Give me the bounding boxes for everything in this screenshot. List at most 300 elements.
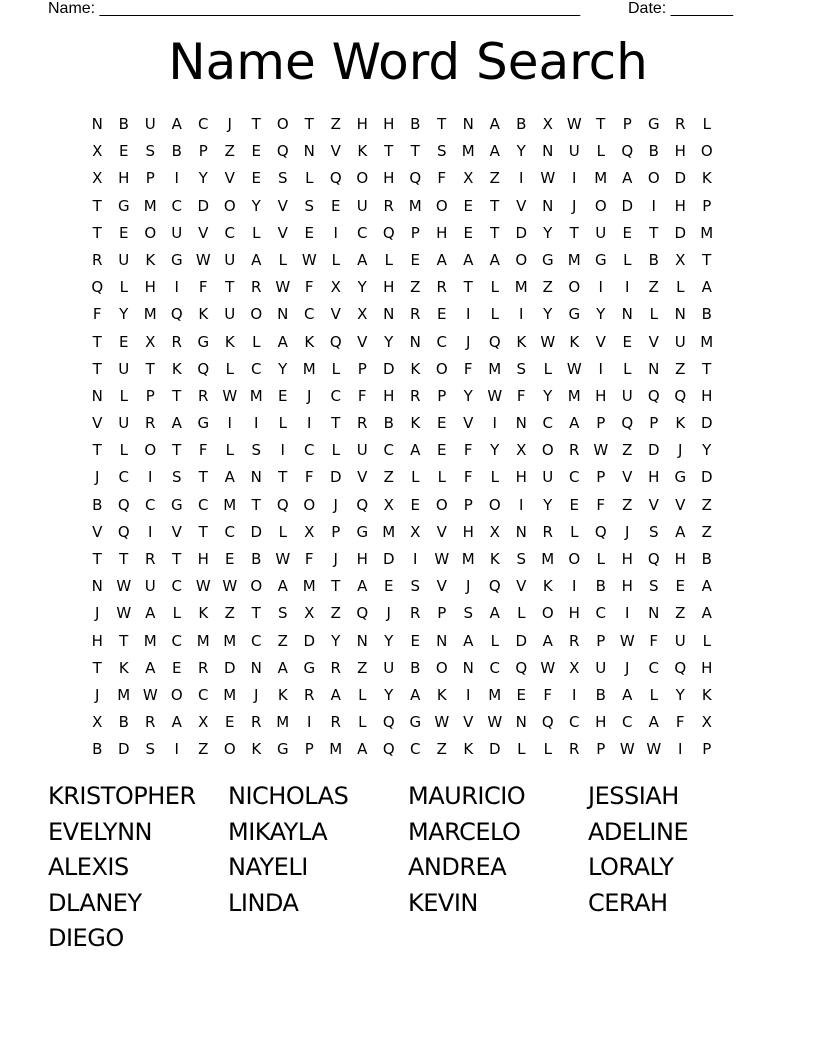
grid-letter[interactable]: M	[117, 685, 131, 704]
grid-letter[interactable]: E	[119, 332, 129, 351]
grid-letter[interactable]: L	[172, 604, 181, 623]
grid-letter[interactable]: M	[143, 631, 157, 650]
grid-letter[interactable]: Y	[543, 386, 553, 405]
grid-letter[interactable]: I	[148, 468, 153, 487]
grid-letter[interactable]: Y	[331, 631, 341, 650]
grid-letter[interactable]: I	[598, 278, 603, 297]
grid-letter[interactable]: K	[701, 685, 712, 704]
grid-letter[interactable]: U	[542, 468, 554, 487]
grid-letter[interactable]: R	[198, 386, 209, 405]
grid-letter[interactable]: H	[144, 278, 156, 297]
grid-letter[interactable]: M	[514, 278, 528, 297]
grid-letter[interactable]: A	[277, 577, 288, 596]
grid-letter[interactable]: N	[436, 631, 448, 650]
grid-letter[interactable]: M	[541, 550, 555, 568]
grid-letter[interactable]: T	[702, 250, 712, 269]
grid-letter[interactable]: O	[647, 169, 660, 188]
grid-letter[interactable]: D	[382, 550, 395, 568]
grid-letter[interactable]: E	[410, 631, 420, 650]
grid-letter[interactable]: P	[596, 631, 606, 650]
grid-letter[interactable]: L	[596, 142, 605, 161]
grid-letter[interactable]: L	[119, 386, 128, 405]
grid-letter[interactable]: N	[91, 577, 103, 596]
grid-letter[interactable]: L	[331, 359, 340, 378]
grid-letter[interactable]: M	[143, 305, 157, 324]
grid-letter[interactable]: W	[487, 386, 503, 405]
grid-letter[interactable]: R	[330, 658, 341, 677]
grid-letter[interactable]: M	[223, 685, 237, 704]
grid-letter[interactable]: I	[651, 196, 656, 215]
grid-letter[interactable]: X	[330, 278, 341, 297]
grid-letter[interactable]: D	[700, 414, 713, 433]
grid-letter[interactable]: P	[702, 740, 712, 759]
grid-letter[interactable]: N	[515, 713, 527, 732]
grid-letter[interactable]: I	[598, 359, 603, 378]
grid-letter[interactable]: E	[251, 169, 261, 188]
grid-letter[interactable]: P	[596, 740, 606, 759]
grid-letter[interactable]: Q	[329, 332, 342, 351]
grid-letter[interactable]: Z	[675, 359, 686, 378]
grid-letter[interactable]: A	[171, 713, 182, 732]
grid-letter[interactable]: Q	[117, 522, 130, 541]
grid-letter[interactable]: G	[117, 196, 130, 215]
grid-letter[interactable]: D	[329, 468, 342, 487]
grid-letter[interactable]: D	[647, 441, 660, 460]
grid-letter[interactable]: A	[357, 250, 368, 269]
grid-letter[interactable]: O	[568, 550, 581, 568]
grid-letter[interactable]: N	[621, 305, 633, 324]
grid-letter[interactable]: E	[304, 223, 314, 242]
grid-letter[interactable]: M	[276, 713, 290, 732]
grid-letter[interactable]: C	[542, 414, 553, 433]
grid-letter[interactable]: Q	[621, 414, 634, 433]
grid-letter[interactable]: G	[197, 332, 210, 351]
grid-letter[interactable]: A	[489, 115, 500, 133]
grid-letter[interactable]: R	[357, 414, 368, 433]
grid-letter[interactable]: G	[197, 414, 210, 433]
grid-letter[interactable]: O	[515, 250, 528, 269]
grid-letter[interactable]: B	[595, 685, 606, 704]
grid-letter[interactable]: I	[413, 550, 418, 568]
grid-letter[interactable]: Y	[251, 196, 261, 215]
grid-letter[interactable]: H	[595, 386, 607, 405]
grid-letter[interactable]: V	[463, 414, 474, 433]
grid-letter[interactable]: Q	[170, 305, 183, 324]
grid-letter[interactable]: Y	[198, 169, 208, 188]
grid-letter[interactable]: K	[463, 740, 474, 759]
grid-letter[interactable]: K	[489, 550, 500, 568]
grid-letter[interactable]: A	[463, 631, 474, 650]
grid-letter[interactable]: P	[596, 468, 606, 487]
grid-letter[interactable]: W	[566, 359, 582, 378]
grid-letter[interactable]: Z	[436, 740, 447, 759]
grid-letter[interactable]: R	[675, 115, 686, 133]
grid-letter[interactable]: I	[466, 305, 471, 324]
grid-letter[interactable]: X	[516, 441, 527, 460]
grid-letter[interactable]: O	[435, 359, 448, 378]
grid-letter[interactable]: X	[489, 522, 500, 541]
grid-letter[interactable]: B	[595, 577, 606, 596]
grid-letter[interactable]: X	[410, 522, 421, 541]
grid-letter[interactable]: Z	[622, 495, 633, 514]
grid-letter[interactable]: A	[675, 522, 686, 541]
grid-letter[interactable]: M	[382, 522, 396, 541]
grid-letter[interactable]: K	[569, 332, 580, 351]
grid-letter[interactable]: D	[488, 740, 501, 759]
grid-letter[interactable]: L	[490, 278, 499, 297]
grid-letter[interactable]: H	[621, 577, 633, 596]
grid-letter[interactable]: Y	[543, 223, 553, 242]
grid-letter[interactable]: U	[674, 332, 686, 351]
grid-letter[interactable]: T	[251, 495, 261, 514]
grid-letter[interactable]: E	[463, 223, 473, 242]
grid-letter[interactable]: J	[95, 604, 100, 623]
grid-letter[interactable]: Q	[117, 495, 130, 514]
grid-letter[interactable]: O	[250, 305, 263, 324]
grid-letter[interactable]: A	[145, 658, 156, 677]
grid-letter[interactable]: H	[648, 468, 660, 487]
grid-letter[interactable]: R	[198, 658, 209, 677]
grid-letter[interactable]: K	[304, 332, 315, 351]
grid-letter[interactable]: T	[596, 115, 606, 133]
grid-letter[interactable]: C	[251, 631, 262, 650]
grid-letter[interactable]: E	[331, 196, 341, 215]
grid-letter[interactable]: M	[700, 223, 714, 242]
grid-letter[interactable]: W	[487, 713, 503, 732]
grid-letter[interactable]: S	[516, 550, 527, 568]
grid-letter[interactable]: C	[304, 441, 315, 460]
grid-letter[interactable]: D	[382, 359, 395, 378]
grid-letter[interactable]: B	[118, 713, 129, 732]
grid-letter[interactable]: C	[145, 495, 156, 514]
grid-letter[interactable]: A	[224, 468, 235, 487]
grid-letter[interactable]: K	[118, 658, 129, 677]
grid-letter[interactable]: A	[410, 685, 421, 704]
grid-letter[interactable]: C	[224, 522, 235, 541]
grid-letter[interactable]: V	[357, 332, 368, 351]
grid-letter[interactable]: R	[436, 278, 447, 297]
grid-letter[interactable]: W	[566, 115, 582, 133]
grid-letter[interactable]: Q	[488, 577, 501, 596]
grid-letter[interactable]: C	[357, 223, 368, 242]
grid-letter[interactable]: P	[437, 386, 447, 405]
grid-letter[interactable]: S	[304, 196, 315, 215]
grid-letter[interactable]: Y	[543, 495, 553, 514]
grid-letter[interactable]: X	[198, 713, 209, 732]
grid-letter[interactable]: X	[701, 713, 712, 732]
grid-letter[interactable]: W	[222, 386, 238, 405]
grid-letter[interactable]: T	[569, 223, 579, 242]
grid-letter[interactable]: R	[569, 441, 580, 460]
grid-letter[interactable]: H	[197, 550, 209, 568]
grid-letter[interactable]: A	[622, 685, 633, 704]
grid-letter[interactable]: K	[171, 359, 182, 378]
grid-letter[interactable]: D	[515, 631, 528, 650]
grid-letter[interactable]: B	[118, 115, 129, 133]
grid-letter[interactable]: U	[356, 441, 368, 460]
grid-letter[interactable]: F	[304, 468, 314, 487]
grid-letter[interactable]: I	[254, 414, 259, 433]
grid-letter[interactable]: Q	[674, 386, 687, 405]
grid-letter[interactable]: C	[251, 359, 262, 378]
grid-letter[interactable]: T	[92, 196, 102, 215]
grid-letter[interactable]: Z	[410, 278, 421, 297]
grid-letter[interactable]: S	[145, 142, 156, 161]
grid-letter[interactable]: M	[249, 386, 263, 405]
grid-letter[interactable]: Z	[622, 441, 633, 460]
grid-letter[interactable]: J	[254, 685, 259, 704]
grid-letter[interactable]: L	[649, 305, 658, 324]
grid-letter[interactable]: E	[384, 577, 394, 596]
grid-letter[interactable]: J	[678, 441, 683, 460]
grid-letter[interactable]: D	[515, 223, 528, 242]
grid-letter[interactable]: L	[331, 250, 340, 269]
grid-letter[interactable]: B	[171, 142, 182, 161]
grid-letter[interactable]: N	[674, 305, 686, 324]
grid-letter[interactable]: K	[251, 740, 262, 759]
grid-letter[interactable]: E	[119, 142, 129, 161]
grid-letter[interactable]: Y	[490, 441, 500, 460]
grid-letter[interactable]: B	[648, 142, 659, 161]
grid-letter[interactable]: H	[91, 631, 103, 650]
grid-letter[interactable]: S	[648, 577, 659, 596]
grid-letter[interactable]: L	[649, 685, 658, 704]
grid-letter[interactable]: C	[595, 604, 606, 623]
grid-letter[interactable]: I	[333, 223, 338, 242]
grid-letter[interactable]: A	[436, 250, 447, 269]
grid-letter[interactable]: T	[384, 142, 394, 161]
grid-letter[interactable]: L	[411, 468, 420, 487]
grid-letter[interactable]: B	[516, 115, 527, 133]
grid-letter[interactable]: O	[144, 223, 157, 242]
grid-letter[interactable]: C	[198, 495, 209, 514]
grid-letter[interactable]: W	[619, 740, 635, 759]
grid-letter[interactable]: Q	[674, 658, 687, 677]
grid-letter[interactable]: T	[92, 550, 102, 568]
grid-letter[interactable]: J	[95, 685, 100, 704]
grid-letter[interactable]: E	[516, 685, 526, 704]
grid-letter[interactable]: V	[198, 223, 209, 242]
grid-letter[interactable]: H	[383, 115, 395, 133]
grid-letter[interactable]: X	[542, 115, 553, 133]
grid-letter[interactable]: G	[674, 468, 687, 487]
grid-letter[interactable]: U	[118, 250, 130, 269]
grid-letter[interactable]: L	[252, 223, 261, 242]
grid-letter[interactable]: T	[145, 359, 155, 378]
grid-letter[interactable]: W	[646, 740, 662, 759]
grid-letter[interactable]: W	[116, 604, 132, 623]
grid-letter[interactable]: F	[198, 441, 208, 460]
grid-letter[interactable]: I	[280, 441, 285, 460]
grid-letter[interactable]: O	[435, 658, 448, 677]
grid-letter[interactable]: A	[330, 685, 341, 704]
grid-letter[interactable]: R	[251, 713, 262, 732]
grid-letter[interactable]: L	[119, 441, 128, 460]
grid-letter[interactable]: I	[625, 278, 630, 297]
grid-letter[interactable]: G	[276, 740, 289, 759]
grid-letter[interactable]: R	[410, 386, 421, 405]
grid-letter[interactable]: E	[437, 414, 447, 433]
grid-letter[interactable]: T	[172, 386, 182, 405]
grid-letter[interactable]: W	[222, 577, 238, 596]
grid-letter[interactable]: C	[569, 468, 580, 487]
grid-letter[interactable]: L	[702, 115, 711, 133]
grid-letter[interactable]: N	[462, 658, 474, 677]
grid-letter[interactable]: A	[251, 250, 262, 269]
grid-letter[interactable]: E	[410, 495, 420, 514]
grid-letter[interactable]: E	[675, 577, 685, 596]
grid-letter[interactable]: I	[227, 414, 232, 433]
grid-letter[interactable]: K	[410, 359, 421, 378]
grid-letter[interactable]: C	[118, 468, 129, 487]
grid-letter[interactable]: N	[462, 115, 474, 133]
grid-letter[interactable]: X	[357, 305, 368, 324]
grid-letter[interactable]: P	[331, 522, 341, 541]
grid-letter[interactable]: V	[92, 522, 103, 541]
grid-letter[interactable]: Z	[277, 631, 288, 650]
grid-letter[interactable]: M	[196, 631, 210, 650]
grid-letter[interactable]: V	[330, 305, 341, 324]
grid-letter[interactable]: V	[436, 577, 447, 596]
grid-letter[interactable]: I	[307, 414, 312, 433]
grid-letter[interactable]: A	[701, 604, 712, 623]
grid-letter[interactable]: Q	[329, 169, 342, 188]
grid-letter[interactable]: M	[223, 631, 237, 650]
grid-letter[interactable]: I	[307, 713, 312, 732]
grid-letter[interactable]: Y	[463, 386, 473, 405]
grid-letter[interactable]: B	[701, 305, 712, 324]
grid-letter[interactable]: I	[519, 305, 524, 324]
grid-letter[interactable]: F	[649, 631, 659, 650]
grid-letter[interactable]: O	[276, 115, 289, 133]
grid-letter[interactable]: V	[224, 169, 235, 188]
grid-letter[interactable]: T	[92, 223, 102, 242]
grid-letter[interactable]: L	[676, 278, 685, 297]
grid-letter[interactable]: U	[383, 658, 395, 677]
grid-letter[interactable]: W	[275, 550, 291, 568]
grid-letter[interactable]: K	[516, 332, 527, 351]
grid-letter[interactable]: A	[622, 169, 633, 188]
grid-letter[interactable]: A	[171, 115, 182, 133]
grid-letter[interactable]: T	[198, 468, 208, 487]
grid-letter[interactable]: P	[463, 495, 473, 514]
grid-letter[interactable]: T	[251, 604, 261, 623]
grid-letter[interactable]: X	[92, 713, 103, 732]
grid-letter[interactable]: U	[118, 359, 130, 378]
grid-letter[interactable]: B	[92, 495, 103, 514]
grid-letter[interactable]: L	[623, 250, 632, 269]
grid-letter[interactable]: W	[142, 685, 158, 704]
grid-letter[interactable]: A	[542, 631, 553, 650]
grid-letter[interactable]: P	[410, 223, 420, 242]
grid-letter[interactable]: W	[619, 631, 635, 650]
grid-letter[interactable]: Z	[701, 495, 712, 514]
grid-letter[interactable]: D	[117, 740, 130, 759]
grid-letter[interactable]: S	[436, 142, 447, 161]
grid-letter[interactable]: B	[410, 658, 421, 677]
grid-letter[interactable]: F	[357, 386, 367, 405]
grid-letter[interactable]: F	[304, 278, 314, 297]
grid-letter[interactable]: F	[437, 169, 447, 188]
grid-letter[interactable]: A	[357, 740, 368, 759]
grid-letter[interactable]: J	[572, 196, 577, 215]
grid-letter[interactable]: Q	[515, 658, 528, 677]
grid-letter[interactable]: Z	[357, 658, 368, 677]
grid-letter[interactable]: M	[488, 359, 502, 378]
grid-letter[interactable]: R	[542, 522, 553, 541]
grid-letter[interactable]: H	[701, 658, 713, 677]
grid-letter[interactable]: U	[118, 414, 130, 433]
grid-letter[interactable]: T	[119, 550, 129, 568]
grid-letter[interactable]: R	[304, 685, 315, 704]
grid-letter[interactable]: X	[463, 169, 474, 188]
grid-letter[interactable]: N	[409, 332, 421, 351]
grid-letter[interactable]: C	[224, 223, 235, 242]
grid-letter[interactable]: D	[303, 631, 316, 650]
grid-letter[interactable]: M	[143, 196, 157, 215]
grid-letter[interactable]: G	[409, 713, 422, 732]
grid-letter[interactable]: E	[172, 658, 182, 677]
grid-letter[interactable]: V	[463, 713, 474, 732]
grid-letter[interactable]: T	[278, 468, 288, 487]
grid-letter[interactable]: C	[383, 441, 394, 460]
grid-letter[interactable]: V	[277, 196, 288, 215]
grid-letter[interactable]: H	[383, 169, 395, 188]
grid-letter[interactable]: S	[277, 169, 288, 188]
grid-letter[interactable]: L	[358, 685, 367, 704]
grid-letter[interactable]: K	[436, 685, 447, 704]
grid-letter[interactable]: E	[463, 196, 473, 215]
grid-letter[interactable]: Q	[647, 550, 660, 568]
grid-letter[interactable]: N	[542, 196, 554, 215]
grid-letter[interactable]: A	[648, 713, 659, 732]
grid-letter[interactable]: N	[250, 658, 262, 677]
grid-letter[interactable]: V	[330, 142, 341, 161]
grid-letter[interactable]: R	[330, 713, 341, 732]
grid-letter[interactable]: I	[466, 685, 471, 704]
grid-letter[interactable]: I	[174, 169, 179, 188]
grid-letter[interactable]: W	[195, 577, 211, 596]
grid-letter[interactable]: E	[569, 495, 579, 514]
grid-letter[interactable]: N	[250, 468, 262, 487]
grid-letter[interactable]: L	[596, 550, 605, 568]
grid-letter[interactable]: S	[171, 468, 182, 487]
grid-letter[interactable]: M	[461, 550, 475, 568]
grid-letter[interactable]: H	[674, 550, 686, 568]
grid-letter[interactable]: I	[174, 740, 179, 759]
grid-letter[interactable]: V	[92, 414, 103, 433]
grid-letter[interactable]: S	[463, 604, 474, 623]
grid-letter[interactable]: E	[119, 223, 129, 242]
grid-letter[interactable]: R	[383, 196, 394, 215]
grid-letter[interactable]: E	[410, 250, 420, 269]
grid-letter[interactable]: Y	[278, 359, 288, 378]
grid-letter[interactable]: C	[171, 631, 182, 650]
grid-letter[interactable]: G	[170, 495, 183, 514]
grid-letter[interactable]: F	[516, 386, 526, 405]
grid-letter[interactable]: I	[174, 278, 179, 297]
grid-letter[interactable]: U	[568, 142, 580, 161]
grid-letter[interactable]: Z	[648, 278, 659, 297]
grid-letter[interactable]: U	[171, 223, 183, 242]
grid-letter[interactable]: R	[145, 550, 156, 568]
grid-letter[interactable]: Q	[382, 223, 395, 242]
grid-letter[interactable]: S	[277, 604, 288, 623]
grid-letter[interactable]: X	[145, 332, 156, 351]
grid-letter[interactable]: K	[701, 169, 712, 188]
grid-letter[interactable]: R	[251, 278, 262, 297]
grid-letter[interactable]: A	[569, 414, 580, 433]
